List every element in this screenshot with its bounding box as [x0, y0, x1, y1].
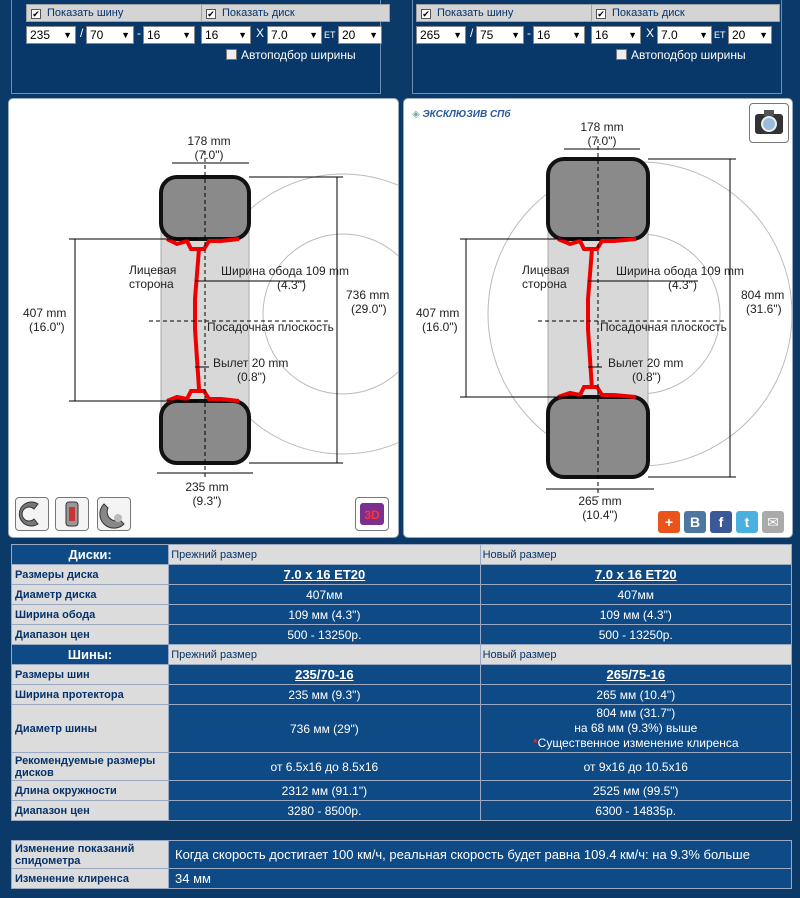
- prev-tire-size[interactable]: [169, 665, 480, 685]
- tire-diameter-select[interactable]: 16 ▼: [143, 26, 195, 44]
- prev-disk-size[interactable]: [169, 565, 480, 585]
- cell-value: 109 мм (4.3"): [480, 605, 791, 625]
- wheel-diagram-svg: [404, 99, 793, 538]
- table-row: [12, 565, 792, 585]
- speedo-change-value: Когда скорость достигает 100 км/ч, реальная скорость будет равна 109.4 км/ч: на 9.3% больше: [169, 841, 792, 869]
- tires-header: Шины:: [12, 645, 169, 665]
- brand-logo-icon: ◈: [412, 109, 423, 120]
- tire-profile-select[interactable]: 75 ▼: [476, 26, 524, 44]
- table-row: [12, 645, 792, 665]
- show-disk-toggle[interactable]: ✔ Показать диск: [591, 4, 780, 22]
- new-size-header: Новый размер: [480, 645, 791, 665]
- auto-width-toggle[interactable]: Автоподбор ширины: [226, 48, 356, 62]
- show-tire-toggle[interactable]: ✔ Показать шину: [26, 4, 203, 22]
- cell-value: 407мм: [169, 585, 480, 605]
- offset-label: Вылет 20 mm: [608, 356, 684, 370]
- checkbox-icon[interactable]: ✔: [207, 9, 215, 19]
- row-label: Диапазон цен: [12, 625, 169, 645]
- top-width-in-label: (7.0"): [587, 134, 617, 148]
- face-label: Лицевая: [522, 263, 570, 277]
- camera-icon[interactable]: [749, 103, 789, 143]
- prev-disk-size-link[interactable]: 7.0 x 16 ET20: [283, 567, 366, 582]
- disks-header: Диски:: [12, 545, 169, 565]
- row-label: Рекомендуемые размеры дисков: [12, 753, 169, 781]
- cell-value: 6300 - 14835р.: [480, 801, 791, 821]
- auto-width-toggle[interactable]: Автоподбор ширины: [616, 48, 746, 62]
- et-label: ET: [714, 30, 726, 40]
- new-disk-size[interactable]: [480, 565, 791, 585]
- tire-view-icon[interactable]: [15, 497, 49, 531]
- top-width-label: 178 mm: [187, 134, 231, 148]
- table-row: [12, 685, 792, 705]
- face-label: сторона: [522, 277, 567, 291]
- top-width-label: 178 mm: [580, 120, 624, 134]
- disk-diameter-select[interactable]: 16 ▼: [591, 26, 641, 44]
- row-label: Длина окружности: [12, 781, 169, 801]
- svg-text:3D: 3D: [364, 508, 380, 522]
- offset-in-label: (0.8"): [237, 370, 266, 384]
- rim-dia-in-label: (16.0"): [422, 320, 458, 334]
- separator: /: [470, 26, 474, 40]
- row-label: Ширина обода: [12, 605, 169, 625]
- tire-diameter-select[interactable]: 16 ▼: [533, 26, 585, 44]
- vk-icon[interactable]: B: [684, 511, 706, 533]
- table-row: [12, 665, 792, 685]
- rim-dia-in-label: (16.0"): [29, 320, 65, 334]
- wheel-diagram-svg: [9, 99, 399, 538]
- 3d-view-icon[interactable]: [355, 497, 389, 531]
- wheel-diagram-left: [8, 98, 399, 538]
- cell-value: 3280 - 8500р.: [169, 801, 480, 821]
- row-label: Размеры шин: [12, 665, 169, 685]
- brand-logo: ◈ ЭКСКЛЮЗИВ СПб: [412, 109, 511, 120]
- tire-dia-in-label: (31.6"): [746, 302, 782, 316]
- separator: /: [80, 26, 84, 40]
- prev-tire-size-link[interactable]: 235/70-16: [295, 667, 354, 682]
- new-size-header: Новый размер: [480, 545, 791, 565]
- rim-dia-label: 407 mm: [23, 306, 67, 320]
- table-row: [12, 585, 792, 605]
- row-label: Ширина протектора: [12, 685, 169, 705]
- new-tire-size-link[interactable]: 265/75-16: [606, 667, 666, 682]
- rim-view-icon[interactable]: [55, 497, 89, 531]
- mail-icon[interactable]: ✉: [762, 511, 784, 533]
- comparison-table: [11, 544, 792, 821]
- cell-value: 2525 мм (99.5"): [480, 781, 791, 801]
- face-label: сторона: [129, 277, 174, 291]
- separator: X: [646, 26, 655, 40]
- table-row: [12, 753, 792, 781]
- diameter-value: 804 мм (31.7"): [596, 706, 676, 720]
- warning-star: *: [532, 736, 538, 750]
- tire-dia-label: 804 mm: [741, 288, 785, 302]
- cell-value: 736 мм (29"): [169, 705, 480, 753]
- bottom-width-label: 265 mm: [578, 494, 622, 508]
- clearance-change-value: 34 мм: [169, 869, 792, 889]
- face-label: Лицевая: [129, 263, 177, 277]
- row-label: Диапазон цен: [12, 801, 169, 821]
- checkbox-icon[interactable]: ✔: [597, 9, 605, 19]
- et-label: ET: [324, 30, 336, 40]
- show-disk-toggle[interactable]: ✔ Показать диск: [201, 4, 390, 22]
- separator: -: [527, 26, 531, 40]
- bottom-width-in-label: (9.3"): [192, 494, 222, 508]
- twitter-icon[interactable]: t: [736, 511, 758, 533]
- disk-width-select[interactable]: 7.0 ▼: [267, 26, 322, 44]
- rim-width-in-label: (4.3"): [668, 278, 697, 292]
- selector-panel-left: [11, 0, 381, 94]
- offset-label: Вылет 20 mm: [213, 356, 289, 370]
- wheel-diagram-right: [403, 98, 793, 538]
- table-row: [12, 841, 792, 869]
- rim-width-label: Ширина обода 109 mm: [616, 264, 745, 278]
- clearance-warning: *Существенное изменение клиренса: [532, 736, 739, 750]
- cell-value: 2312 мм (91.1"): [169, 781, 480, 801]
- table-row: [12, 705, 792, 753]
- table-row: [12, 625, 792, 645]
- top-width-in-label: (7.0"): [194, 148, 224, 162]
- table-row: [12, 781, 792, 801]
- table-row: [12, 801, 792, 821]
- cell-value: 265 мм (10.4"): [480, 685, 791, 705]
- table-row: [12, 869, 792, 889]
- cell-value: 109 мм (4.3"): [169, 605, 480, 625]
- diameter-diff: на 68 мм (9.3%) выше: [574, 721, 698, 735]
- tire-dia-label: 736 mm: [346, 288, 390, 302]
- bottom-width-label: 235 mm: [185, 480, 229, 494]
- separator: -: [137, 26, 141, 40]
- cell-value: [480, 705, 791, 753]
- rim-dia-label: 407 mm: [416, 306, 460, 320]
- row-label: Диаметр диска: [12, 585, 169, 605]
- cell-value: 407мм: [480, 585, 791, 605]
- disk-diameter-select[interactable]: 16 ▼: [201, 26, 251, 44]
- row-label: Размеры диска: [12, 565, 169, 585]
- summary-table: [11, 840, 792, 889]
- table-row: [12, 605, 792, 625]
- cell-value: 500 - 13250р.: [169, 625, 480, 645]
- offset-in-label: (0.8"): [632, 370, 661, 384]
- show-tire-toggle[interactable]: ✔ Показать шину: [416, 4, 593, 22]
- mount-plane-label: Посадочная плоскость: [600, 320, 727, 334]
- tire-width-select[interactable]: 265 ▼: [416, 26, 466, 44]
- bottom-width-in-label: (10.4"): [582, 508, 618, 522]
- wheel-view-icon[interactable]: [97, 497, 131, 531]
- table-row: [12, 545, 792, 565]
- row-label: Диаметр шины: [12, 705, 169, 753]
- new-tire-size[interactable]: [480, 665, 791, 685]
- prev-size-header: Прежний размер: [169, 545, 480, 565]
- cell-value: 235 мм (9.3"): [169, 685, 480, 705]
- tire-dia-in-label: (29.0"): [351, 302, 387, 316]
- prev-size-header: Прежний размер: [169, 645, 480, 665]
- disk-width-select[interactable]: 7.0 ▼: [657, 26, 712, 44]
- checkbox-icon[interactable]: ✔: [32, 9, 40, 19]
- separator: X: [256, 26, 265, 40]
- checkbox-icon[interactable]: [616, 49, 627, 60]
- checkbox-icon[interactable]: ✔: [422, 9, 430, 19]
- cell-value: 500 - 13250р.: [480, 625, 791, 645]
- share-plus-icon[interactable]: +: [658, 511, 680, 533]
- new-disk-size-link[interactable]: 7.0 x 16 ET20: [594, 567, 677, 582]
- cell-value: от 6.5x16 до 8.5x16: [169, 753, 480, 781]
- rim-width-label: Ширина обода 109 mm: [221, 264, 350, 278]
- tire-profile-select[interactable]: 70 ▼: [86, 26, 134, 44]
- tire-width-select[interactable]: 235 ▼: [26, 26, 76, 44]
- row-label: Изменение показаний спидометра: [12, 841, 169, 869]
- cell-value: от 9x16 до 10.5x16: [480, 753, 791, 781]
- facebook-icon[interactable]: f: [710, 511, 732, 533]
- rim-width-in-label: (4.3"): [277, 278, 306, 292]
- disk-et-select[interactable]: 20 ▼: [338, 26, 382, 44]
- selector-panel-right: [412, 0, 782, 94]
- checkbox-icon[interactable]: [226, 49, 237, 60]
- disk-et-select[interactable]: 20 ▼: [728, 26, 772, 44]
- mount-plane-label: Посадочная плоскость: [207, 320, 334, 334]
- row-label: Изменение клиренса: [12, 869, 169, 889]
